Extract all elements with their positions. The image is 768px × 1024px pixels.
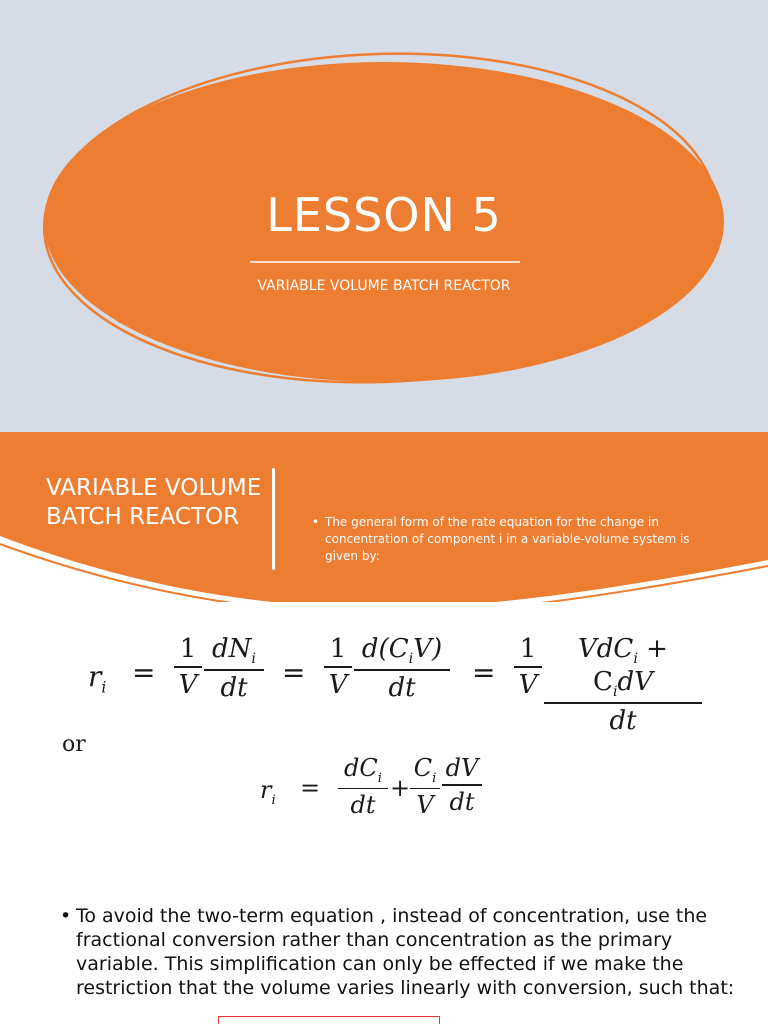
eq1-frac-1: 1 V	[174, 634, 202, 700]
body-bullet-text: To avoid the two-term equation , instead of concentration, use the fractional conversion rather than concentration as the primary variable. This simplification can only be effected if we make the restriction that the volume varies linearly with conversion, such that:	[76, 905, 735, 999]
eq2-lhs: $r_i$	[260, 776, 276, 808]
lesson-subtitle: VARIABLE VOLUME BATCH REACTOR	[257, 278, 511, 294]
eq2-frac-1: $dC_i$ dt	[338, 754, 388, 819]
intro-bullet-text: The general form of the rate equation for the change in concentration of component i in a variable-volume system is given by:	[325, 515, 690, 563]
eq1-frac-5: 1 V	[514, 634, 542, 700]
slide-heading: VARIABLE VOLUME BATCH REACTOR	[46, 475, 262, 530]
eq1-lhs: $r_i$	[88, 660, 107, 697]
or-connector: or	[62, 732, 86, 757]
highlight-box	[218, 1016, 440, 1024]
eq1-frac-3: 1 V	[324, 634, 352, 700]
lesson-title: LESSON 5	[266, 188, 502, 242]
eq1-frac-4: $d(C_iV)$ dt	[354, 634, 450, 703]
bullet-dot: •	[312, 515, 320, 529]
eq1-equals-1: =	[132, 656, 156, 689]
title-slide	[0, 0, 768, 432]
eq1-frac-6: $VdC_i + C_idV$ dt	[544, 634, 702, 736]
heading-divider	[272, 468, 275, 570]
bullet-dot: •	[60, 905, 72, 927]
eq1-equals-3: =	[472, 656, 496, 689]
content-slide	[0, 432, 768, 1024]
body-bullet	[60, 904, 740, 1000]
eq1-frac-2: $dN_i$ dt	[204, 634, 264, 703]
eq1-equals-2: =	[282, 656, 306, 689]
eq2-equals: =	[300, 774, 321, 802]
eq2-frac-3: dV dt	[442, 754, 482, 816]
eq2-plus: +	[390, 774, 411, 802]
intro-bullet	[312, 514, 712, 565]
eq2-frac-2: $C_i$ V	[410, 754, 440, 819]
